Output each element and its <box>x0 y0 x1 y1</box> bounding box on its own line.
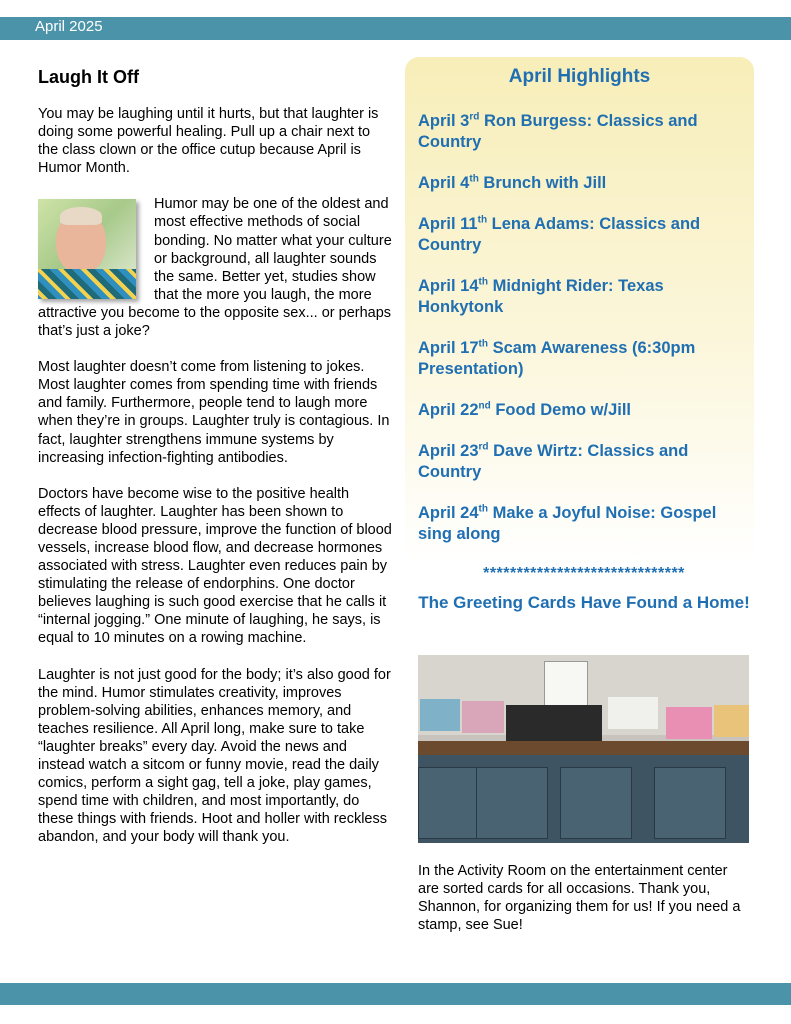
activity-room-photo <box>418 655 749 843</box>
highlight-item: April 14th Midnight Rider: Texas Honkytonk <box>418 276 664 316</box>
highlight-item: April 24th Make a Joyful Noise: Gospel sing along <box>418 503 717 543</box>
issue-date: April 2025 <box>35 18 103 35</box>
photo-cabinet-door <box>560 767 632 839</box>
highlights-list <box>418 111 753 545</box>
laughing-man-photo <box>38 199 136 299</box>
article-paragraph: Humor may be one of the oldest and most effective methods of social bonding. No matter what your culture or background, all laughter sounds the same. Better yet, studies show that the more you laugh, the more attractive you become to the opposite sex... or perhaps that’s just a joke? <box>38 196 392 340</box>
highlight-item: April 22nd Food Demo w/Jill <box>418 400 632 419</box>
photo-shirt <box>38 269 136 299</box>
photo-card-box <box>420 699 460 731</box>
photo-caption: In the Activity Room on the entertainment center are sorted cards for all occasions. Thank you, Shannon, for organizing them for us! If you need a stamp, see Sue! <box>418 863 741 933</box>
highlight-item: April 17th Scam Awareness (6:30pm Presentation) <box>418 338 696 378</box>
article-title: Laugh It Off <box>38 67 139 87</box>
photo-stereo <box>506 705 602 741</box>
header-bar <box>0 17 791 40</box>
highlights-panel <box>405 57 754 564</box>
article-paragraph: You may be laughing until it hurts, but that laughter is doing some powerful healing. Pull up a chair next to the class clown or the office cutup because April is Humor Month. <box>38 106 379 177</box>
photo-card-box <box>714 705 749 737</box>
photo-card-box <box>666 707 712 739</box>
photo-hair <box>60 207 102 225</box>
article-paragraph: Most laughter doesn’t come from listening to jokes. Most laughter comes from spending time with friends and family. Furthermore, people tend to laugh more when they’re in groups. Laughter truly is contagious. In fact, laughter strengthens immune systems by increasing infection-fighting antibodies. <box>38 359 390 466</box>
photo-posted-note <box>544 661 588 711</box>
article <box>38 66 393 864</box>
cards-heading: The Greeting Cards Have Found a Home! <box>418 593 750 612</box>
article-paragraph: Laughter is not just good for the body; it’s also good for the mind. Humor stimulates creativity, improves problem-solving abilities, enhances memory, and teaches resilience. All April long, make sure to take “laughter breaks” every day. Avoid the news and instead watch a sitcom or funny movie, read the daily comics, perform a sight gag, tell a joke, play games, spend time with children, and most importantly, do these things with friends. Hoot and holler with reckless abandon, and your body will thank you. <box>38 666 391 846</box>
highlights-title: April Highlights <box>508 66 651 87</box>
photo-countertop <box>418 741 749 755</box>
highlight-item: April 23rd Dave Wirtz: Classics and Country <box>418 441 689 481</box>
highlight-item: April 11th Lena Adams: Classics and Country <box>418 214 701 254</box>
footer-bar <box>0 983 791 1005</box>
photo-cabinet-door <box>654 767 726 839</box>
article-paragraph: Doctors have become wise to the positive health effects of laughter. Laughter has been shown to decrease blood pressure, improve the function of blood vessels, increase blood flow, and decrease hormones associated with stress. Laughter even reduces pain by stimulating the release of endorphins. One doctor believes laughing is such good exercise that he calls it “internal jogging.” One minute of laughing, he says, is equal to 10 minutes on a rowing machine. <box>38 485 392 647</box>
photo-card-box <box>608 697 658 729</box>
highlight-item: April 3rd Ron Burgess: Classics and Country <box>418 111 698 151</box>
star-divider: ****************************** <box>483 565 685 582</box>
highlight-item: April 4th Brunch with Jill <box>418 173 607 192</box>
photo-card-box <box>462 701 504 733</box>
photo-cabinet-door <box>476 767 548 839</box>
